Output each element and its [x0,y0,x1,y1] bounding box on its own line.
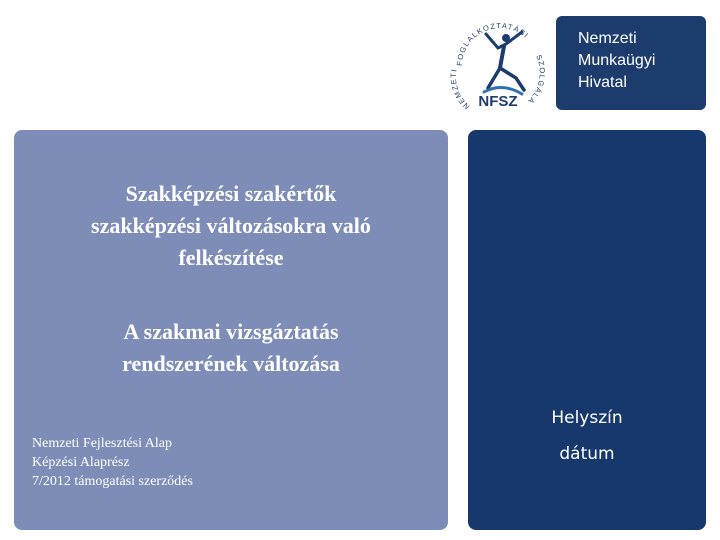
info-panel [468,130,706,530]
brand-line-3: Hivatal [578,74,627,91]
brand-line-2: Munkaügyi [578,52,656,69]
date-label: dátum [559,444,615,464]
funding-info [32,434,193,491]
funding-line-2: Képzési Alaprész [32,455,130,470]
logo-arc-top-text: FOGLALKOZTATÁSI [454,21,531,67]
slide-subtitle [14,316,448,380]
place-label: Helyszín [551,408,623,428]
title-line-2: szakképzési változásokra való [91,213,371,238]
nfsz-logo [440,6,552,118]
slide-title [14,178,448,274]
funding-line-3: 7/2012 támogatási szerződés [32,474,193,489]
logo-arc-left-text: NEMZETI [448,67,472,112]
funding-line-1: Nemzeti Fejlesztési Alap [32,436,172,451]
logo-abbr: NFSZ [478,93,518,110]
brand-line-1: Nemzeti [578,30,637,47]
logo-arc-right-text: SZOLGÁLA [525,53,547,106]
title-line-3: felkészítése [178,245,284,270]
brand-box [556,16,706,110]
title-line-1: Szakképzési szakértők [125,181,337,206]
title-panel [14,130,448,530]
nfsz-emblem [440,6,552,118]
running-figure-icon [484,32,524,94]
subtitle-line-2: rendszerének változása [122,351,340,376]
subtitle-line-1: A szakmai vizsgáztatás [123,319,339,344]
